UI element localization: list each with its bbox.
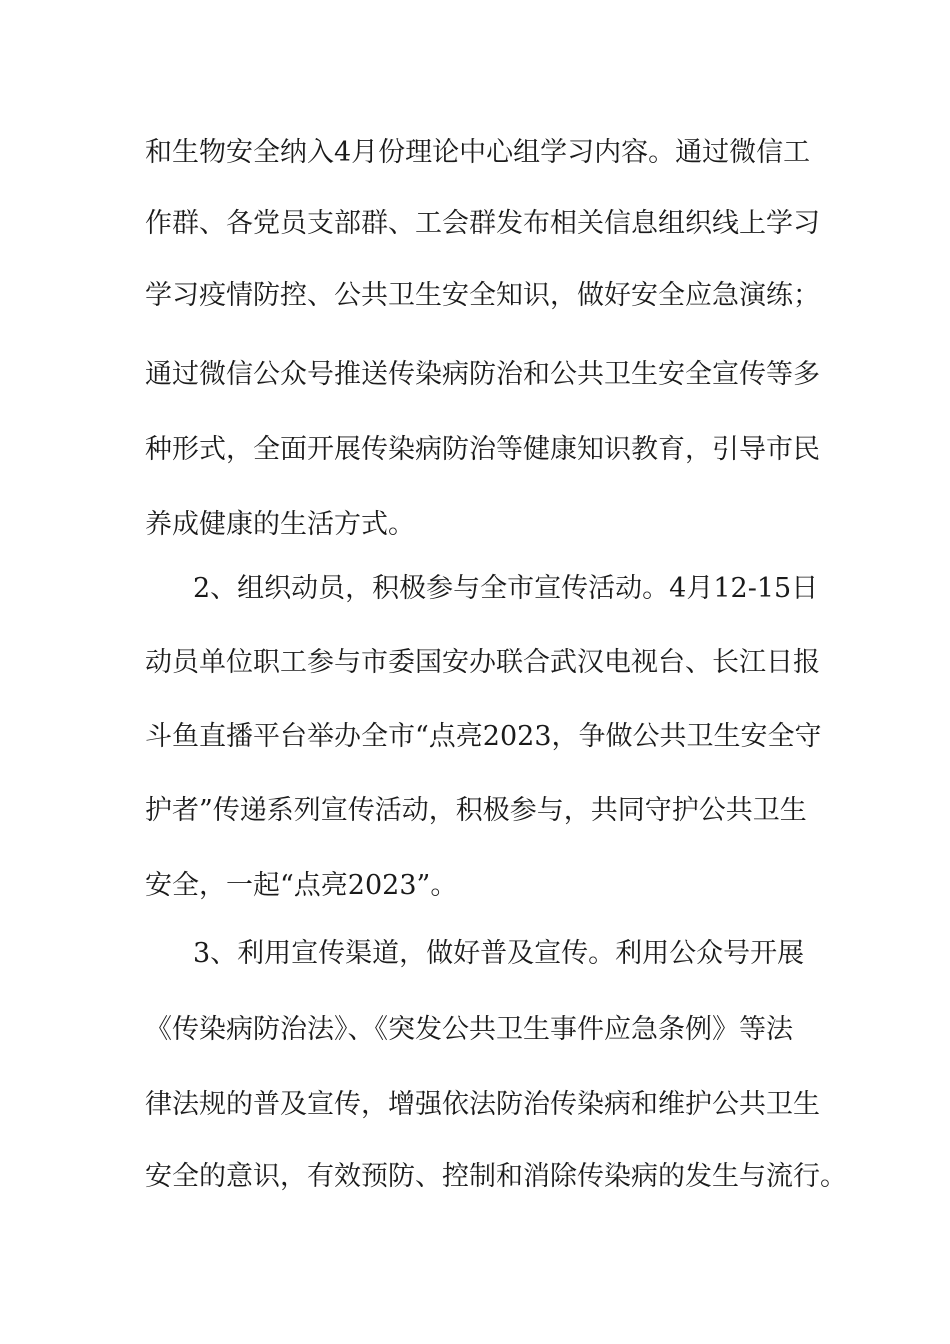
paragraph-line: 和生物安全纳入4月份理论中心组学习内容。通过微信工 [145,137,811,168]
paragraph-line: 学习疫情防控、公共卫生安全知识，做好安全应急演练； [145,280,820,311]
paragraph-line: 安全，一起“点亮2023”。 [145,870,458,901]
paragraph-line: 《传染病防治法》、《突发公共卫生事件应急条例》等法 [145,1014,793,1045]
paragraph-line: 养成健康的生活方式。 [145,509,415,540]
paragraph-line: 护者”传递系列宣传活动，积极参与，共同守护公共卫生 [145,795,807,826]
paragraph-line: 律法规的普及宣传，增强依法防治传染病和维护公共卫生 [145,1089,820,1120]
paragraph-line: 动员单位职工参与市委国安办联合武汉电视台、长江日报 [145,647,820,678]
paragraph-line: 通过微信公众号推送传染病防治和公共卫生安全宣传等多 [145,359,820,390]
paragraph-line: 3、利用宣传渠道，做好普及宣传。利用公众号开展 [193,938,805,969]
paragraph-line: 安全的意识，有效预防、控制和消除传染病的发生与流行。 [145,1161,847,1192]
paragraph-line: 种形式，全面开展传染病防治等健康知识教育，引导市民 [145,434,820,465]
paragraph-line: 作群、各党员支部群、工会群发布相关信息组织线上学习 [145,208,820,239]
paragraph-line: 2、组织动员，积极参与全市宣传活动。4月12-15日 [193,573,819,604]
paragraph-line: 斗鱼直播平台举办全市“点亮2023，争做公共卫生安全守 [145,721,822,752]
